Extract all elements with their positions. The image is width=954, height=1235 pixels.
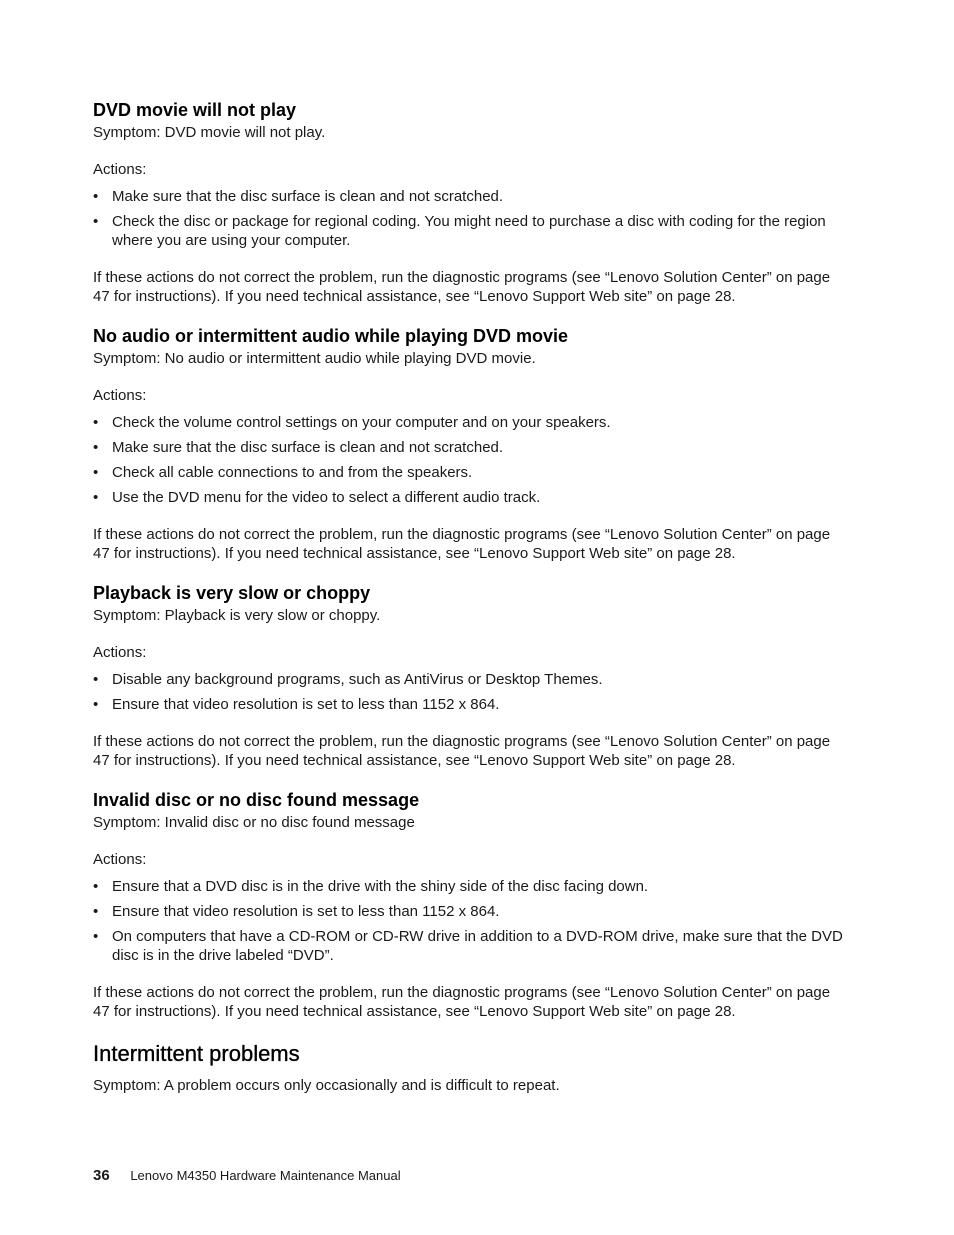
section-heading: DVD movie will not play — [93, 100, 297, 120]
list-item — [93, 187, 843, 206]
list-item-text: Check all cable connections to and from the speakers. — [112, 464, 473, 481]
actions-list — [93, 187, 843, 250]
actions-label: Actions: — [93, 161, 147, 178]
list-item-text: Ensure that video resolution is set to less than 1152 x 864. — [112, 696, 500, 713]
symptom-text: Symptom: Invalid disc or no disc found message — [93, 814, 415, 831]
section-no-audio-dvd — [93, 325, 843, 563]
list-item — [93, 695, 843, 714]
list-item — [93, 877, 843, 896]
list-item — [93, 463, 843, 482]
list-item-text: Check the disc or package for regional coding. You might need to purchase a disc with coding for the region where you are using your computer. — [112, 213, 826, 249]
bullet-icon: • — [93, 213, 99, 230]
bullet-icon: • — [93, 928, 99, 945]
bullet-icon: • — [93, 414, 99, 431]
symptom-text: Symptom: Playback is very slow or choppy. — [93, 607, 381, 624]
section-heading: Invalid disc or no disc found message — [93, 790, 420, 810]
actions-label: Actions: — [93, 644, 147, 661]
list-item — [93, 438, 843, 457]
list-item-text: On computers that have a CD-ROM or CD-RW drive in addition to a DVD-ROM drive, make sure that the DVD disc is in the drive labeled “DVD”. — [112, 928, 843, 964]
major-heading: Intermittent problems — [93, 1041, 300, 1066]
list-item — [93, 488, 843, 507]
manual-title: Lenovo M4350 Hardware Maintenance Manual — [130, 1168, 401, 1183]
bullet-icon: • — [93, 903, 99, 920]
page-number: 36 — [93, 1167, 110, 1184]
list-item — [93, 212, 843, 250]
list-item-text: Ensure that a DVD disc is in the drive with the shiny side of the disc facing down. — [112, 878, 649, 895]
closing-paragraph: If these actions do not correct the problem, run the diagnostic programs (see “Lenovo Solution Center” on page 47 for instructions). If you need technical assistance, see “Lenovo Support Web site” on page 28. — [93, 733, 831, 769]
list-item-text: Disable any background programs, such as AntiVirus or Desktop Themes. — [112, 671, 603, 688]
actions-list — [93, 670, 843, 714]
list-item-text: Make sure that the disc surface is clean and not scratched. — [112, 188, 504, 205]
bullet-icon: • — [93, 188, 99, 205]
bullet-icon: • — [93, 464, 99, 481]
symptom-text: Symptom: No audio or intermittent audio while playing DVD movie. — [93, 350, 536, 367]
list-item — [93, 902, 843, 921]
list-item — [93, 927, 843, 965]
closing-paragraph: If these actions do not correct the problem, run the diagnostic programs (see “Lenovo Solution Center” on page 47 for instructions). If you need technical assistance, see “Lenovo Support Web site” on page 28. — [93, 526, 831, 562]
list-item-text: Ensure that video resolution is set to less than 1152 x 864. — [112, 903, 500, 920]
actions-label: Actions: — [93, 387, 147, 404]
closing-paragraph: If these actions do not correct the problem, run the diagnostic programs (see “Lenovo Solution Center” on page 47 for instructions). If you need technical assistance, see “Lenovo Support Web site” on page 28. — [93, 984, 831, 1020]
bullet-icon: • — [93, 489, 99, 506]
list-item-text: Make sure that the disc surface is clean and not scratched. — [112, 439, 504, 456]
list-item-text: Check the volume control settings on your computer and on your speakers. — [112, 414, 611, 431]
actions-label: Actions: — [93, 851, 147, 868]
actions-list — [93, 413, 843, 507]
closing-paragraph: If these actions do not correct the problem, run the diagnostic programs (see “Lenovo Solution Center” on page 47 for instructions). If you need technical assistance, see “Lenovo Support Web site” on page 28. — [93, 269, 831, 305]
list-item-text: Use the DVD menu for the video to select a different audio track. — [112, 489, 541, 506]
section-heading: Playback is very slow or choppy — [93, 583, 371, 603]
bullet-icon: • — [93, 878, 99, 895]
section-dvd-will-not-play — [93, 99, 843, 306]
actions-list — [93, 877, 843, 965]
section-heading: No audio or intermittent audio while playing DVD movie — [93, 326, 569, 346]
page-footer — [93, 1167, 401, 1185]
manual-page-content — [93, 99, 843, 1095]
bullet-icon: • — [93, 439, 99, 456]
bullet-icon: • — [93, 671, 99, 688]
list-item — [93, 413, 843, 432]
symptom-text: Symptom: DVD movie will not play. — [93, 124, 326, 141]
symptom-text: Symptom: A problem occurs only occasionally and is difficult to repeat. — [93, 1077, 560, 1094]
section-invalid-disc — [93, 789, 843, 1021]
bullet-icon: • — [93, 696, 99, 713]
section-playback-slow — [93, 582, 843, 770]
list-item — [93, 670, 843, 689]
section-intermittent-problems — [93, 1040, 843, 1095]
